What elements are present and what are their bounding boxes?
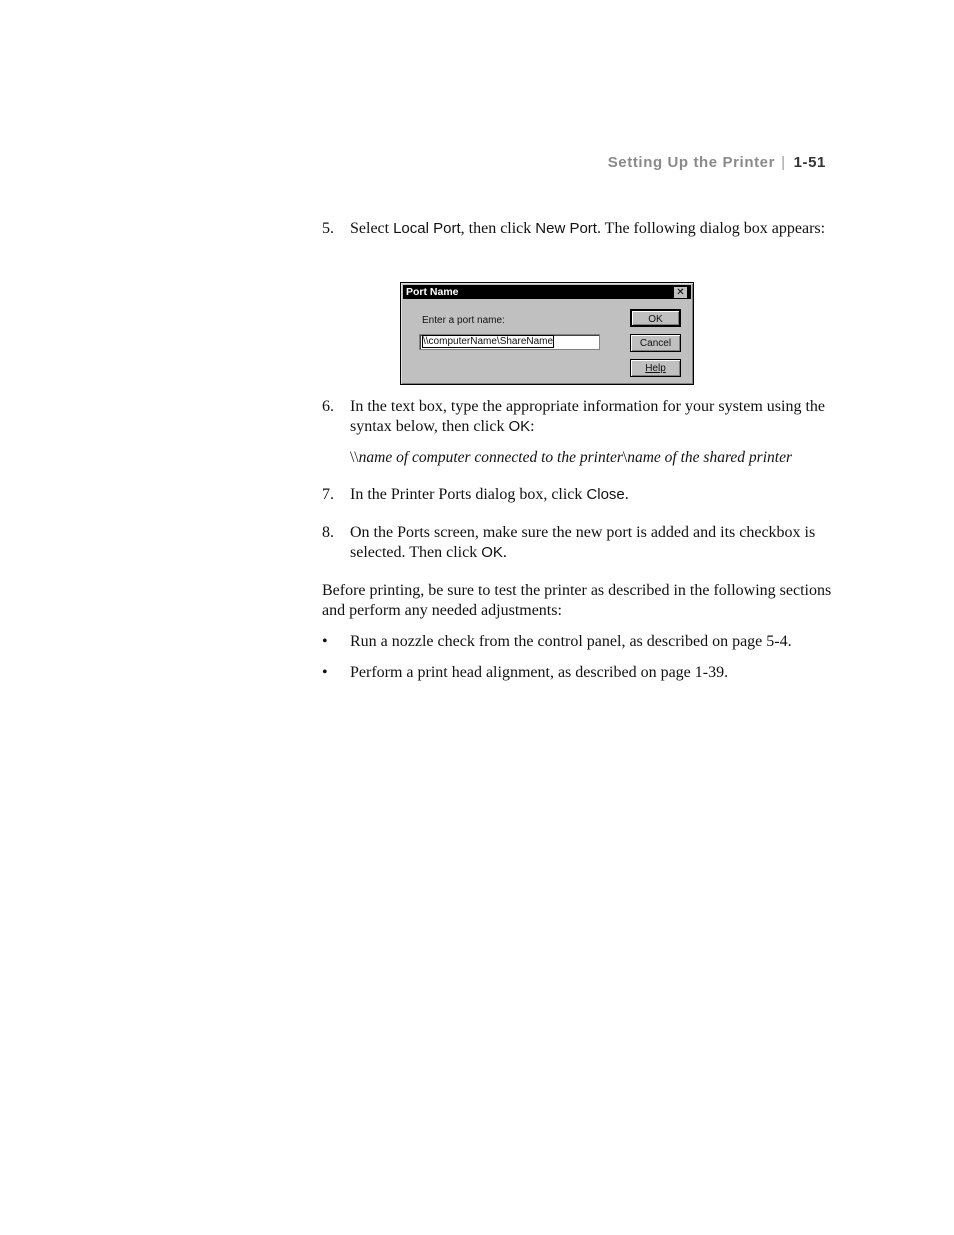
port-name-value: \\computerName\ShareName xyxy=(423,336,554,347)
step-6 xyxy=(322,397,832,437)
ui-term-ok: OK xyxy=(508,418,531,435)
help-button-label: Help xyxy=(645,363,666,374)
step-text: . xyxy=(624,486,629,503)
ui-term-local-port: Local Port xyxy=(393,220,461,237)
cancel-button[interactable]: Cancel xyxy=(630,334,681,352)
step-5 xyxy=(322,219,832,239)
port-name-input[interactable] xyxy=(419,334,600,350)
bullet-text: Run a nozzle check from the control panel, as described on page 5-4. xyxy=(350,633,792,650)
step-text: : xyxy=(530,418,535,435)
syntax-computer: name of computer connected to the printer xyxy=(358,449,623,466)
bullet-item xyxy=(322,632,832,652)
bullet-item xyxy=(322,663,832,683)
syntax-prefix: \\ xyxy=(350,449,359,466)
body-paragraph: Before printing, be sure to test the printer as described in the following sections and perform any needed adjustments: xyxy=(322,582,832,619)
step-8 xyxy=(322,523,832,563)
step-number: 6. xyxy=(322,398,334,415)
bullet-text: Perform a print head alignment, as described on page 1-39. xyxy=(350,664,729,681)
help-button[interactable] xyxy=(630,359,681,377)
step-text: In the text box, type the appropriate information for your system using the syntax below, then click xyxy=(350,398,825,435)
step-number: 7. xyxy=(322,486,334,503)
running-header xyxy=(608,154,826,171)
step-text: . The following dialog box appears: xyxy=(596,220,826,237)
step-text: On the Ports screen, make sure the new port is added and its checkbox is selected. Then click xyxy=(350,524,816,561)
step-text: In the Printer Ports dialog box, click xyxy=(350,486,587,503)
syntax-share: name of the shared printer xyxy=(627,449,792,466)
ui-term-close: Close xyxy=(586,486,625,503)
port-name-label: Enter a port name: xyxy=(422,315,505,326)
port-name-dialog xyxy=(400,282,694,385)
syntax-sep: \ xyxy=(622,449,628,466)
header-separator: | xyxy=(781,154,786,171)
bullet-mark: • xyxy=(322,633,328,650)
step-7 xyxy=(322,485,832,505)
page-number: 1-51 xyxy=(793,154,826,171)
ui-term-new-port: New Port xyxy=(535,220,597,237)
dialog-titlebar[interactable] xyxy=(403,285,691,299)
step-text: Select xyxy=(350,220,394,237)
section-title: Setting Up the Printer xyxy=(607,154,776,171)
step-number: 8. xyxy=(322,524,334,541)
close-button[interactable] xyxy=(673,286,688,299)
dialog-title: Port Name xyxy=(406,286,459,298)
bullet-mark: • xyxy=(322,664,328,681)
close-icon: ✕ xyxy=(676,287,685,298)
step-number: 5. xyxy=(322,220,334,237)
ui-term-ok: OK xyxy=(481,544,503,561)
ok-button[interactable]: OK xyxy=(630,309,681,327)
step-text: , then click xyxy=(460,220,536,237)
step-text: . xyxy=(502,544,507,561)
syntax-line xyxy=(350,448,832,468)
